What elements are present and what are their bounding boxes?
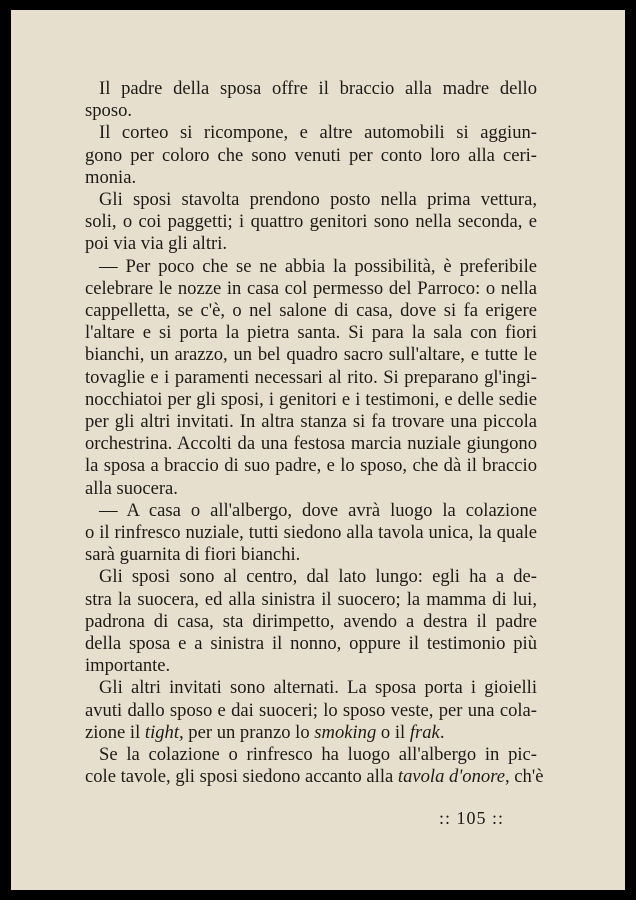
italic-term-smoking: smoking [314,721,377,743]
body-text [85,78,544,789]
text-line: — Per poco che se ne abbia la possibilità, è preferibile [99,255,537,277]
text-line: avuti dallo sposo e dai suoceri; lo sposo veste, per una cola- [85,699,537,721]
text-line: della sposa e a sinistra il nonno, oppure il testimonio più [85,633,537,655]
paragraph-2 [85,122,537,189]
text-line: nocchiatoi per gli sposi, i genitori e i testimoni, e delle sedie [85,388,537,410]
italic-term-frak: frak [409,721,440,743]
text-line: cappelletta, se c'è, o nel salone di casa, dove si fa erigere [85,300,537,322]
text-line-italics [85,722,537,744]
text-line: alla suocera. [85,477,178,499]
page-number: :: 105 :: [439,808,505,828]
text-line: celebrare le nozze in casa col permesso del Parroco: o nella [85,277,537,299]
text-line: Se la colazione o rinfresco ha luogo all'albergo in pic- [99,744,537,766]
text-line: bianchi, un arazzo, un bel quadro sacro sull'altare, e tutte le [85,344,537,366]
text-fragment: , ch'è [505,766,544,788]
italic-term-tight: tight, [144,721,184,743]
italic-term-tavola-donore: tavola d'onore [397,766,505,788]
text-line: monia. [85,166,137,188]
text-line: poi via via gli altri. [85,233,228,255]
text-line: l'altare e si porta la pietra santa. Si para la sala con fiori [85,322,537,344]
text-line: sposo. [85,100,133,122]
text-fragment: . [439,721,445,743]
book-page [11,10,625,890]
text-fragment: zione il [85,721,145,743]
text-line: — A casa o all'albergo, dove avrà luogo la colazione [99,499,537,521]
text-line: tovaglie e i paramenti necessari al rito. Si preparano gl'ingi- [85,366,537,388]
paragraph-3 [85,189,537,256]
text-line: la sposa a braccio di suo padre, e lo sposo, che dà il braccio [85,455,537,477]
text-line: importante. [85,655,171,677]
text-line: orchestrina. Accolti da una festosa marcia nuziale giungono [85,433,537,455]
paragraph-8 [85,744,544,788]
paragraph-7 [85,677,537,744]
paragraph-4 [85,256,537,500]
text-line: Gli sposi stavolta prendono posto nella prima vettura, [99,189,537,211]
text-fragment: per un pranzo lo [183,721,315,743]
text-line: Il padre della sposa offre il braccio alla madre dello [99,78,537,99]
text-line: Il corteo si ricompone, e altre automobili si aggiun- [99,122,537,144]
text-line: stra la suocera, ed alla sinistra il suocero; la mamma di lui, [85,588,537,610]
paragraph-6 [85,566,537,677]
text-line: o il rinfresco nuziale, tutti siedono alla tavola unica, la quale [85,522,537,544]
text-line: Gli altri invitati sono alternati. La sposa porta i gioielli [99,677,537,699]
text-line: soli, o coi paggetti; i quattro genitori sono nella seconda, e [85,211,537,233]
paragraph-5 [85,500,537,567]
text-line: gono per coloro che sono venuti per conto loro alla ceri- [85,144,537,166]
text-fragment: o il [376,721,410,743]
text-line: per gli altri invitati. In altra stanza si fa trovare una piccola [85,411,537,433]
text-fragment: cole tavole, gli sposi siedono accanto alla [85,766,398,788]
text-line: Gli sposi sono al centro, dal lato lungo: egli ha a de- [99,566,537,588]
text-line: padrona di casa, sta dirimpetto, avendo a destra il padre [85,610,537,632]
text-line-italics [85,766,544,788]
paragraph-1 [85,78,537,122]
text-line: sarà guarnita di fiori bianchi. [85,544,301,566]
